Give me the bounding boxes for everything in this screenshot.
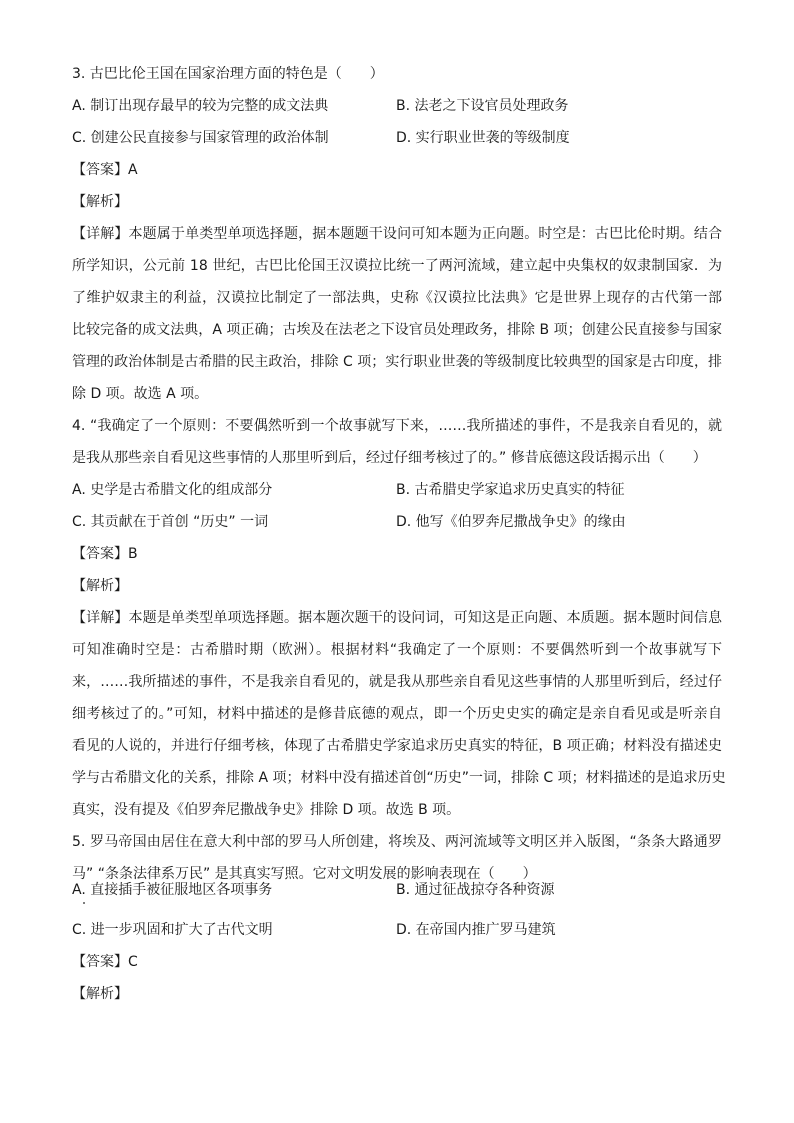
q3-stem: 3. 古巴比伦王国在国家治理方面的特色是（ ）	[72, 66, 384, 82]
stray-dot	[83, 902, 85, 904]
q5-option-d: D. 在帝国内推广罗马建筑	[396, 922, 556, 938]
q5-option-c: C. 进一步巩固和扩大了古代文明	[72, 922, 273, 938]
q4-detail-line: 【详解】本题是单类型单项选择题。据本题次题干的设问词，可知这是正向题、本质题。据本题时间信息	[72, 610, 722, 626]
q3-answer: 【答案】A	[72, 162, 138, 178]
q4-detail-line: 真实，没有提及《伯罗奔尼撒战争史》排除 D 项。故选 B 项。	[72, 802, 461, 818]
q3-option-d: D. 实行职业世袭的等级制度	[396, 130, 570, 146]
q3-detail-line: 比较完备的成文法典，A 项正确；古埃及在法老之下设官员处理政务，排除 B 项；创建公民直接参与国家	[72, 322, 722, 338]
q3-analysis-label: 【解析】	[72, 194, 128, 210]
q4-option-a: A. 史学是古希腊文化的组成部分	[72, 482, 273, 498]
q4-detail-line: 看见的人说的，并进行仔细考核，体现了古希腊史学家追求历史真实的特征，B 项正确；材料没有描述史	[72, 738, 722, 754]
q4-analysis-label: 【解析】	[72, 578, 128, 594]
q3-detail-line: 所学知识，公元前 18 世纪，古巴比伦国王汉谟拉比统一了两河流域，建立起中央集权的奴隶制国家．为	[72, 258, 722, 274]
q3-option-b: B. 法老之下设官员处理政务	[396, 98, 569, 114]
q4-detail-line: 来，……我所描述的事件，不是我亲自看见的，就是我从那些亲自看见这些事情的人那里听到后，经过仔	[72, 674, 722, 690]
q3-option-c: C. 创建公民直接参与国家管理的政治体制	[72, 130, 329, 146]
q4-detail-line: 学与古希腊文化的关系，排除 A 项；材料中没有描述首创“历史”一词，排除 C 项；材料描述的是追求历史	[72, 770, 726, 786]
q3-option-a: A. 制订出现存最早的较为完整的成文法典	[72, 98, 329, 114]
q4-option-c: C. 其贡献在于首创 “历史” 一词	[72, 514, 269, 530]
q3-detail-line: 了维护奴隶主的利益，汉谟拉比制定了一部法典，史称《汉谟拉比法典》它是世界上现存的古代第一部	[72, 290, 722, 306]
q3-detail-line: 管理的政治体制是古希腊的民主政治，排除 C 项；实行职业世袭的等级制度比较典型的国家是古印度，排	[72, 354, 722, 370]
q4-answer: 【答案】B	[72, 546, 138, 562]
q3-detail-line: 【详解】本题属于单类型单项选择题，据本题题干设问可知本题为正向题。时空是：古巴比伦时期。结合	[72, 226, 722, 242]
q5-answer: 【答案】C	[72, 954, 138, 970]
q4-stem-line: 是我从那些亲自看见这些事情的人那里听到后，经过仔细考核过了的。” 修昔底德这段话揭示出（ ）	[72, 450, 707, 466]
q5-stem-line: 5. 罗马帝国由居住在意大利中部的罗马人所创建，将埃及、两河流域等文明区并入版图，“条条大路通罗	[72, 834, 722, 850]
q4-option-d: D. 他写《伯罗奔尼撒战争史》的缘由	[396, 514, 626, 530]
q3-detail-line: 除 D 项。故选 A 项。	[72, 386, 209, 402]
q4-stem-line: 4. “我确定了一个原则：不要偶然听到一个故事就写下来，……我所描述的事件，不是我亲自看见的，就	[72, 418, 722, 434]
q5-stem-line: 马” “条条法律系万民” 是其真实写照。它对文明发展的影响表现在（ ）	[72, 866, 537, 882]
q5-analysis-label: 【解析】	[72, 986, 128, 1002]
q4-detail-line: 细考核过了的。”可知，材料中描述的是修昔底德的观点，即一个历史史实的确定是亲自看见或是听亲自	[72, 706, 722, 722]
q5-option-b: B. 通过征战掠夺各种资源	[396, 882, 555, 898]
q4-detail-line: 可知准确时空是：古希腊时期（欧洲）。根据材料“我确定了一个原则：不要偶然听到一个故事就写下	[72, 642, 722, 658]
q5-option-a: A. 直接插手被征服地区各项事务	[72, 882, 273, 898]
q4-option-b: B. 古希腊史学家追求历史真实的特征	[396, 482, 625, 498]
